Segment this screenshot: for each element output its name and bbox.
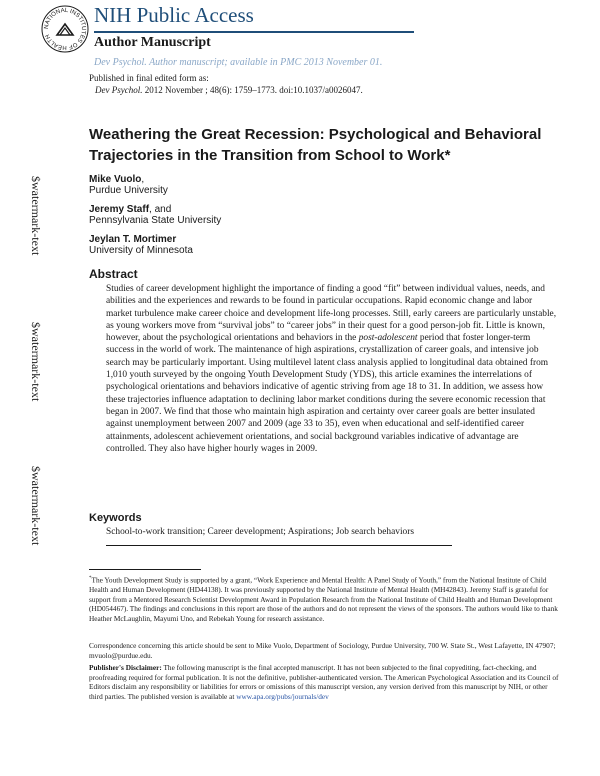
- abstract-emphasis: post-adolescent: [358, 333, 418, 344]
- published-in-label: Published in final edited form as:: [89, 73, 209, 83]
- author-3-affiliation: University of Minnesota: [89, 245, 193, 256]
- keywords-list: School-to-work transition; Career development; Aspirations; Job search behaviors: [106, 527, 415, 537]
- watermark-text-3: $watermark-text: [29, 466, 43, 546]
- author-1-affiliation: Purdue University: [89, 185, 168, 196]
- author-3-name: Jeylan T. Mortimer: [89, 234, 177, 245]
- pmc-availability-note: Dev Psychol. Author manuscript; available in PMC 2013 November 01.: [94, 57, 383, 68]
- author-2-affiliation: Pennsylvania State University: [89, 215, 222, 226]
- correspondence-footnote: Correspondence concerning this article should be sent to Mike Vuolo, Department of Sociology, Purdue University, 700 W. State St., West Lafayette, IN 47907; mvuolo@purdue.edu.: [89, 641, 556, 660]
- footnote-divider: [89, 569, 201, 570]
- keywords-divider: [106, 545, 452, 546]
- author-2-name: Jeremy Staff, and: [89, 204, 172, 215]
- citation-line: [95, 84, 363, 96]
- header-divider: [94, 31, 414, 33]
- watermark-text-2: $watermark-text: [29, 322, 43, 402]
- citation-details: 2012 November ; 48(6): 1759–1773. doi:10.1037/a0026047.: [142, 85, 363, 95]
- watermark-text-1: $watermark-text: [29, 176, 43, 256]
- author-manuscript-label: Author Manuscript: [94, 35, 211, 50]
- nih-public-access-title: NIH Public Access: [94, 3, 254, 27]
- nih-seal-logo: [40, 4, 90, 54]
- publisher-disclaimer: Publisher's Disclaimer: The following manuscript is the final accepted manuscript. It has not been subjected to the final copyediting, fact-checking, and proofreading required for formal publication. It is not the definitive, publisher-authenticated version. The American Psychological Association and its Council of Editors disclaim any responsibility or liabilities for errors or omissions of this manuscript version, any version derived from this manuscript by NIH, or other third parties. The published version is available at www.apa.org/pubs/journals/dev: [89, 663, 559, 701]
- abstract-body: Studies of career development highlight the importance of finding a good “fit” between individual values, needs, and abilities and the experiences and rewards to be found in particular occupations. Rapid economic change and labor market turbulence make career choice and development life-long processes. Still, early careers are particularly unstable, as young workers move from “survival jobs” to “career jobs” in their quest for a good person-job fit. Little is known, however, about the psychological orientations and behaviors in the post-adolescent period that foster longer-term success in the world of work. The maintenance of high aspirations, crystallization of career goals, and intensive job search may be particularly important. Using multilevel latent class analysis applied to longitudinal data obtained from 1,010 youth surveyed by the ongoing Youth Development Study (YDS), this article examines the interrelations of psychological orientations and behaviors indicative of agentic striving from age 18 to 31. In addition, we assess how these trajectories influence adaptation to declining labor market conditions during the severe economic recession that began in 2007. We find that those who maintain high aspiration and certainty over career goals are better insulated against unemployment between 2007 and 2009 (age 33 to 35), even when educational and self-identified career attainments, adolescent achievement orientations, and social background variables indicative of advantage are controlled. They also have higher hourly wages in 2009.: [106, 284, 557, 454]
- abstract-heading: Abstract: [89, 267, 138, 281]
- keywords-heading: Keywords: [89, 512, 142, 524]
- article-title: Weathering the Great Recession: Psychological and Behavioral Trajectories in the Transition from School to Work*: [89, 126, 542, 164]
- funding-footnote: *The Youth Development Study is supported by a grant, “Work Experience and Mental Health: A Panel Study of Youth,” from the National Institute of Child Health and Human Development (HD44138). It was previously supported by the National Institute of Mental Health (MH42843). Jeremy Staff is grateful for support from a Mentored Research Scientist Development Award in Population Research from the National Institute of Child Health and Human Development (HD054467). The findings and conclusions in this report are those of the authors and do not represent the views of the sponsors. The authors would like to thank Heather McLaughlin, Mayumi Uno, and Rebekah Young for research assistance.: [89, 575, 558, 623]
- journal-link[interactable]: www.apa.org/pubs/journals/dev: [236, 691, 329, 701]
- author-1-name: Mike Vuolo,: [89, 174, 145, 185]
- journal-name: Dev Psychol.: [95, 85, 143, 95]
- svg-text:NATIONAL INSTITUTES OF HEALTH: NATIONAL INSTITUTES OF HEALTH: [43, 7, 87, 51]
